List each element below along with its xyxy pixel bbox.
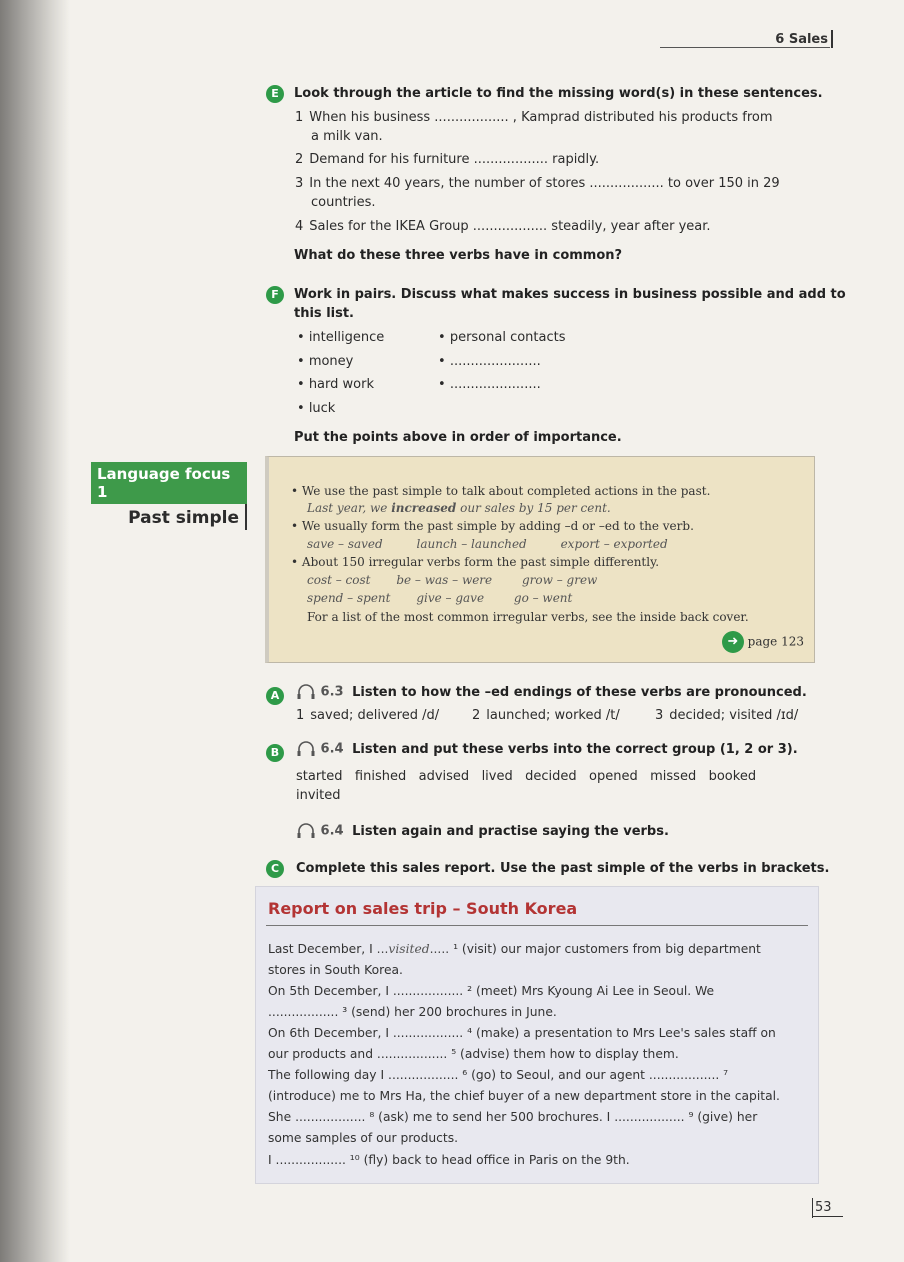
track-number: 6.3: [320, 684, 344, 700]
header-bar: [831, 30, 833, 48]
exercise-f-instruction-cont: this list.: [294, 306, 354, 321]
grammar-example-3a: cost – cost be – was – were grow – grew: [307, 573, 598, 587]
exercise-e-item-2: 2 Demand for his furniture .................. rapidly.: [295, 152, 600, 167]
language-focus-subtitle: Past simple: [91, 504, 247, 530]
list-item-intelligence: • intelligence: [297, 330, 385, 345]
list-item-hard-work: • hard work: [297, 377, 374, 392]
exercise-e-item-1: 1 When his business .................. , Kamprad distributed his products from: [295, 110, 773, 125]
report-line-3: On 5th December, I .................. ² (meet) Mrs Kyoung Ai Lee in Seoul. We: [268, 984, 715, 998]
exercise-b-badge: B: [266, 744, 284, 762]
exercise-f-follow-up: Put the points above in order of importance.: [294, 430, 622, 445]
grammar-example-3b: spend – spent give – gave go – went: [307, 591, 573, 605]
exercise-e-item-4: 4 Sales for the IKEA Group .................. steadily, year after year.: [295, 219, 711, 234]
language-focus-title: Language focus 1: [91, 462, 247, 504]
header-rule: [660, 47, 830, 48]
unit-number: 6: [775, 32, 785, 47]
page-number-rule: [813, 1216, 843, 1217]
list-item-luck: • luck: [297, 401, 336, 416]
report-line-8: (introduce) me to Mrs Ha, the chief buyer of a new department store in the capital.: [268, 1089, 780, 1103]
exercise-c-badge: C: [266, 860, 284, 878]
grammar-box: [265, 456, 815, 663]
grammar-note: For a list of the most common irregular verbs, see the inside back cover.: [307, 610, 749, 624]
report-title-rule: [266, 925, 808, 926]
exercise-b-instruction-2-row: 6.4 Listen again and practise saying the verbs.: [296, 822, 669, 840]
track-number: 6.4: [320, 823, 344, 839]
report-line-2: stores in South Korea.: [268, 963, 403, 977]
page-number: 53: [815, 1200, 832, 1215]
verb-list: started finished advised lived decided opened missed booked: [296, 769, 757, 784]
report-line-7: The following day I .................. ⁶ (go) to Seoul, and our agent .................. ⁷: [268, 1068, 729, 1082]
grammar-example-1: Last year, we increased our sales by 15 per cent.: [307, 501, 611, 515]
exercise-c-instruction: Complete this sales report. Use the past simple of the verbs in brackets.: [296, 861, 830, 876]
verb-list-cont: invited: [296, 788, 341, 803]
report-line-1: Last December, I ...visited..... ¹ (visit) our major customers from big department: [268, 942, 761, 956]
exercise-e-instruction: Look through the article to find the missing word(s) in these sentences.: [294, 86, 823, 101]
exercise-e-item-3-cont: countries.: [311, 195, 376, 210]
report-line-6: our products and .................. ⁵ (advise) them how to display them.: [268, 1047, 679, 1061]
list-item-blank-2: • ......................: [438, 377, 541, 392]
list-item-blank-1: • ......................: [438, 354, 541, 369]
exercise-a-instruction-row: 6.3 Listen to how the –ed endings of these verbs are pronounced.: [296, 683, 807, 701]
exercise-b-instruction-row: 6.4 Listen and put these verbs into the correct group (1, 2 or 3).: [296, 740, 798, 758]
handwritten-answer: visited: [388, 942, 430, 956]
page-reference-link[interactable]: ➜ page 123: [722, 631, 804, 653]
headphones-icon: [296, 822, 316, 840]
report-line-10: some samples of our products.: [268, 1131, 459, 1145]
book-spine-shadow: [0, 0, 70, 1262]
section-name: Sales: [788, 32, 828, 47]
headphones-icon: [296, 683, 316, 701]
report-line-9: She .................. ⁸ (ask) me to send her 500 brochures. I .................. ⁹ (give) her: [268, 1110, 758, 1124]
grammar-rule-2: • We usually form the past simple by adding –d or –ed to the verb.: [291, 519, 694, 533]
report-line-5: On 6th December, I .................. ⁴ (make) a presentation to Mrs Lee's sales staff on: [268, 1026, 776, 1040]
report-line-11: I .................. ¹⁰ (fly) back to head office in Paris on the 9th.: [268, 1153, 630, 1167]
pronunciation-group-2: 2 launched; worked /t/: [472, 708, 620, 723]
list-item-personal-contacts: • personal contacts: [438, 330, 566, 345]
exercise-f-instruction: Work in pairs. Discuss what makes success in business possible and add to: [294, 287, 846, 302]
running-header: [740, 32, 828, 47]
exercise-e-badge: E: [266, 85, 284, 103]
exercise-e-item-3: 3 In the next 40 years, the number of stores .................. to over 150 in 29: [295, 176, 780, 191]
headphones-icon: [296, 740, 316, 758]
report-title: Report on sales trip – South Korea: [268, 899, 578, 918]
arrow-right-icon: ➜: [722, 631, 744, 653]
sales-report-box: [255, 886, 819, 1184]
language-focus-label: [91, 462, 247, 530]
exercise-e-question: What do these three verbs have in common?: [294, 248, 623, 263]
page-number-bar: [812, 1198, 813, 1218]
exercise-e-item-1-cont: a milk van.: [311, 129, 383, 144]
track-number: 6.4: [320, 741, 344, 757]
pronunciation-group-3: 3 decided; visited /ɪd/: [655, 708, 799, 723]
grammar-rule-3: • About 150 irregular verbs form the past simple differently.: [291, 555, 660, 569]
list-item-money: • money: [297, 354, 354, 369]
grammar-rule-1: • We use the past simple to talk about completed actions in the past.: [291, 484, 711, 498]
grammar-example-2: save – saved launch – launched export – exported: [307, 537, 668, 551]
report-line-4: .................. ³ (send) her 200 brochures in June.: [268, 1005, 557, 1019]
pronunciation-group-1: 1 saved; delivered /d/: [296, 708, 440, 723]
exercise-f-badge: F: [266, 286, 284, 304]
exercise-a-badge: A: [266, 687, 284, 705]
